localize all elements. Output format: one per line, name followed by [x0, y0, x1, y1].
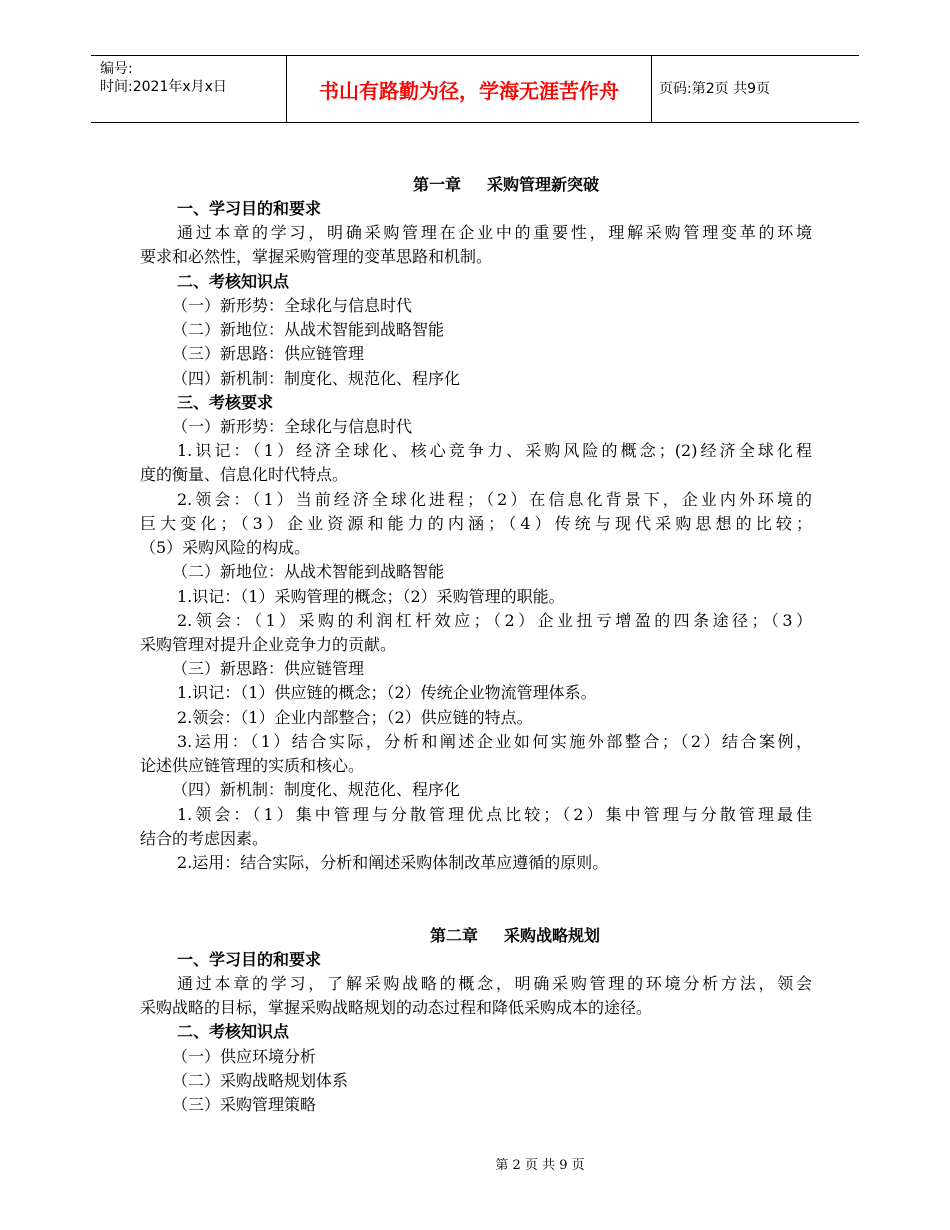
section-heading: 一、学习目的和要求: [177, 950, 322, 969]
paragraph-line: 要求和必然性，掌握采购管理的变革思路和机制。: [140, 247, 493, 266]
subsection-heading: （四）新机制：制度化、规范化、程序化: [172, 780, 461, 799]
paragraph-line: 2.领会：（1）当前经济全球化进程；（2）在信息化背景下，企业内外环境的: [177, 490, 812, 509]
chapter-name: 采购战略规划: [504, 926, 601, 945]
paragraph-line: 结合的考虑因素。: [140, 829, 269, 848]
paragraph-line: 2.领会：（1）采购的利润杠杆效应；（2）企业扭亏增盈的四条途径；（3）: [177, 611, 812, 630]
subsection-heading: （三）新思路：供应链管理: [172, 659, 365, 678]
chapter-number: 第一章: [412, 175, 461, 194]
paragraph-line: 1.识记：（1）供应链的概念；（2）传统企业物流管理体系。: [177, 683, 597, 702]
header-time-label: 时间:2021年x月x日: [100, 79, 227, 95]
chapter-title: [140, 175, 812, 195]
chapter-title: [140, 926, 812, 946]
paragraph-line: 2.运用：结合实际，分析和阐述采购体制改革应遵循的原则。: [177, 853, 609, 872]
paragraph-line: 1.识记：（1）采购管理的概念；（2）采购管理的职能。: [177, 587, 565, 606]
knowledge-point: （三）采购管理策略: [172, 1095, 317, 1114]
paragraph-line: （5）采购风险的构成。: [140, 538, 311, 557]
knowledge-point: （一）供应环境分析: [172, 1047, 317, 1066]
section-heading: 二、考核知识点: [177, 272, 290, 291]
paragraph-line: 1.领会：（1）集中管理与分散管理优点比较；（2）集中管理与分散管理最佳: [177, 805, 812, 824]
paragraph-line: 度的衡量、信息化时代特点。: [140, 465, 349, 484]
paragraph-line: 通过本章的学习，明确采购管理在企业中的重要性，理解采购管理变革的环境: [177, 223, 812, 242]
knowledge-point: （二）新地位：从战术智能到战略智能: [172, 320, 445, 339]
header-number-label: 编号:: [100, 61, 133, 77]
section-heading: 二、考核知识点: [177, 1022, 290, 1041]
subsection-heading: （一）新形势：全球化与信息时代: [172, 417, 413, 436]
header-motto: 书山有路勤为径，学海无涯苦作舟: [319, 79, 619, 103]
chapter-name: 采购管理新突破: [487, 175, 600, 194]
knowledge-point: （一）新形势：全球化与信息时代: [172, 296, 413, 315]
paragraph-line: 论述供应链管理的实质和核心。: [140, 756, 365, 775]
section-heading: 三、考核要求: [177, 393, 274, 412]
paragraph-line: 2.领会：（1）企业内部整合；（2）供应链的特点。: [177, 708, 533, 727]
footer-page-number: 第 2 页 共 9 页: [495, 1158, 585, 1173]
knowledge-point: （二）采购战略规划体系: [172, 1071, 349, 1090]
paragraph-line: 3.运用：（1）结合实际，分析和阐述企业如何实施外部整合；（2）结合案例，: [177, 732, 812, 751]
chapter-number: 第二章: [429, 926, 478, 945]
paragraph-line: 1.识记：（1）经济全球化、核心竞争力、采购风险的概念；(2)经济全球化程: [177, 441, 812, 460]
subsection-heading: （二）新地位：从战术智能到战略智能: [172, 562, 445, 581]
page-footer: [0, 1158, 950, 1174]
section-heading: 一、学习目的和要求: [177, 199, 322, 218]
knowledge-point: （三）新思路：供应链管理: [172, 344, 365, 363]
paragraph-line: 采购战略的目标，掌握采购战略规划的动态过程和降低采购成本的途径。: [140, 998, 653, 1017]
paragraph-line: 巨大变化；（3）企业资源和能力的内涵；（4）传统与现代采购思想的比较；: [140, 514, 812, 533]
knowledge-point: （四）新机制：制度化、规范化、程序化: [172, 369, 461, 388]
paragraph-line: 采购管理对提升企业竞争力的贡献。: [140, 635, 397, 654]
paragraph-line: 通过本章的学习，了解采购战略的概念，明确采购管理的环境分析方法，领会: [177, 974, 812, 993]
header-page-info: 页码:第2页 共9页: [659, 81, 770, 97]
